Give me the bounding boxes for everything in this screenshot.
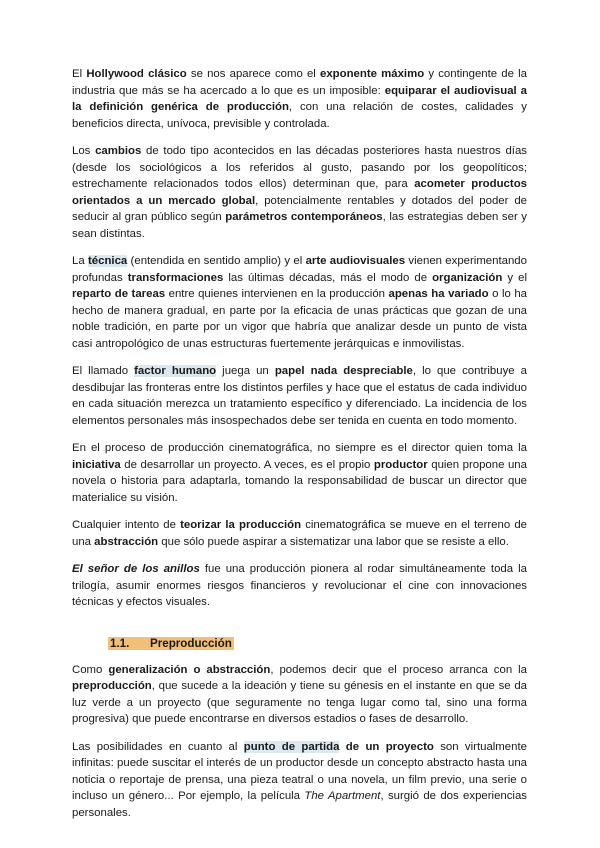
paragraph-posibilidades: Las posibilidades en cuanto al punto de partida de un proyecto son virtualmente infinitas: puede suscitar el interés de un productor desde un concepto abstracto hasta una noticia o reportaje de prensa, una pieza teatral o una novela, un film previo, una serie o incluso un género... Por ejemplo, la película The Apartment, surgió de dos experiencias personales. xyxy=(72,740,527,819)
document-page xyxy=(72,66,527,832)
paragraph-cambios: Los cambios de todo tipo acontecidos en las décadas posteriores hasta nuestros días (desde los sociológicos a los referidos al gusto, pasando por los geopolíticos; estrechamente relacionados todos ellos) determinan que, para acometer productos orientados a un mercado global, potencialmente rentables y dotados del poder de seducir al gran público según parámetros contemporáneos, las estrategias deben ser y sean distintas. xyxy=(72,145,528,240)
paragraph-anillos: El señor de los anillos fue una producción pionera al rodar simultáneamente toda la trilogía, asumir enormes riesgos financieros y revolucionar el cine con innovaciones técnicas y efectos visuales. xyxy=(72,563,527,608)
section-number: 1.1. xyxy=(109,637,149,650)
paragraph-factor-humano: El llamado factor humano juega un papel nada despreciable, lo que contribuye a desdibujar las fronteras entre los distintos perfiles y hace que el estatus de cada individuo en cada situación merezca un tratamiento específico y diferenciado. La incidencia de los elementos personales más insospechados debe ser tenida en cuenta en todo momento. xyxy=(72,365,527,427)
paragraph-tecnica: La técnica (entendida en sentido amplio) y el arte audiovisuales vienen experimentando profundas transformaciones las últimas décadas, más el modo de organización y el reparto de tareas entre quienes intervienen en la producción apenas ha variado o lo ha hecho de manera gradual, en parte por la eficacia de unas prácticas que gozan de una noble tradición, en parte por un vigor que habría que analizar desde un punto de vista casi antropológico de unas estructuras fuertemente jerárquicas e inmovilistas. xyxy=(72,255,528,350)
paragraph-generalizacion: Como generalización o abstracción, podemos decir que el proceso arranca con la preproducción, que sucede a la ideación y tiene su génesis en el instante en que se da luz verde a un proyecto (que seguramente no tenga lugar como tal, sino una forma progresiva) que puede encontrarse en diversos estadios o fases de desarrollo. xyxy=(72,663,528,725)
paragraph-teorizar: Cualquier intento de teorizar la producción cinematográfica se mueve en el terreno de una abstracción que sólo puede aspirar a sistematizar una labor que se resiste a ello. xyxy=(72,519,528,548)
paragraph-proceso: En el proceso de producción cinematográfica, no siempre es el director quien toma la iniciativa de desarrollar un proyecto. A veces, es el propio productor quien propone una novela o historia para adaptarla, tomando la responsabilidad de buscar un director que materialice su visión. xyxy=(72,442,527,504)
section-heading xyxy=(108,637,527,650)
paragraph-hollywood: El Hollywood clásico se nos aparece como el exponente máximo y contingente de la industria que más se ha acercado a lo que es un imposible: equiparar el audiovisual a la definición genérica de producción, con una relación de costes, calidades y beneficios directa, unívoca, previsible y controlada. xyxy=(72,68,527,130)
section-title: Preproducción xyxy=(150,636,232,650)
